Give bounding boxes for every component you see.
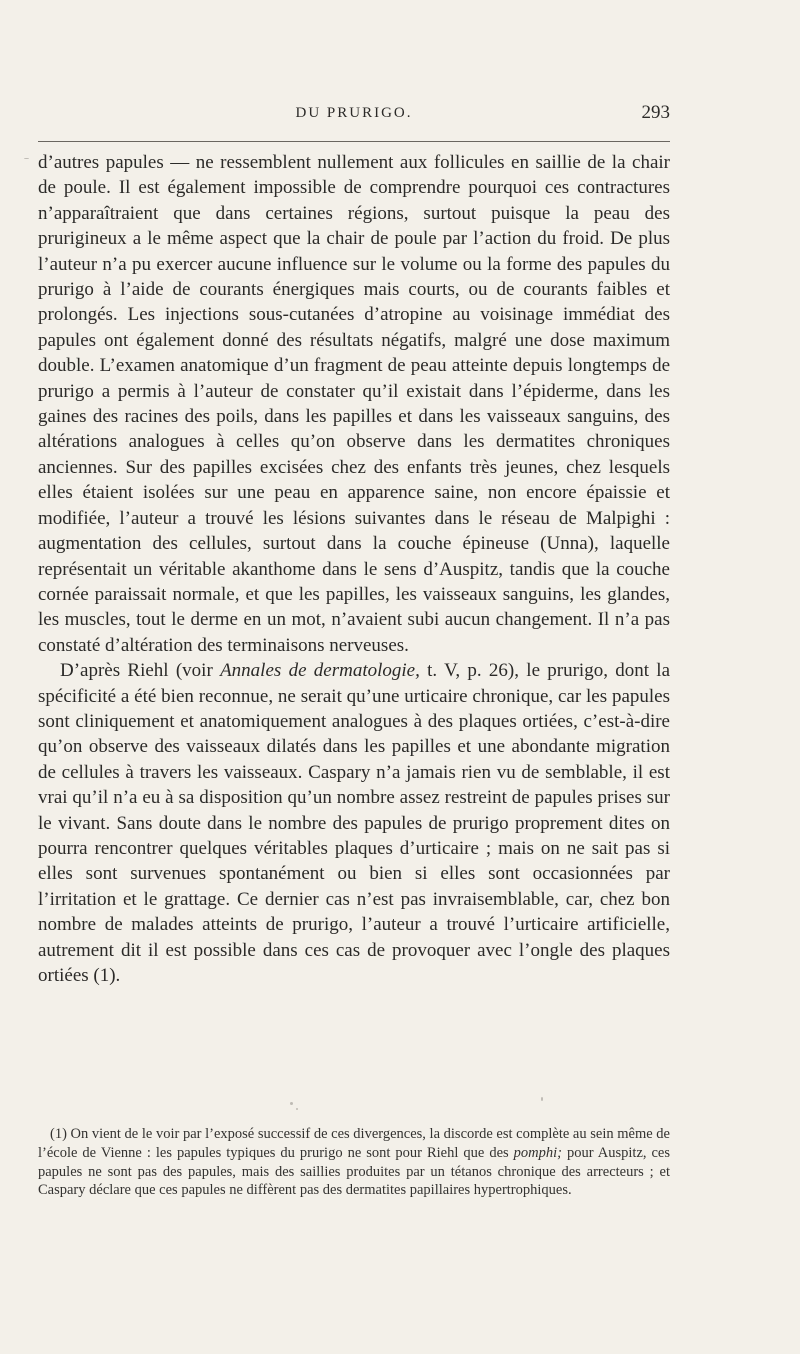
print-speck	[296, 1108, 298, 1110]
print-speck	[541, 1097, 543, 1101]
paragraph-riehl-rest: t. V, p. 26), le prurigo, dont la spécificité a été bien reconnue, ne serait qu’une urticaire chronique, car les papules sont cliniquement et anatomiquement analogues à des plaques ortiées, c’est-à-dire qu’on observe des vaisseaux dilatés dans les papilles et une abondante migration de cellules à travers les vaisseaux. Caspary n’a jamais rien vu de semblable, il est vrai qu’il n’a eu à sa disposition qu’un nombre assez restreint de papules prises sur le vivant. Sans doute dans le nombre des papules de prurigo proprement dites on pourra rencontrer quelques véritables plaques d’urticaire ; mais on ne sait pas si elles sont survenues spontanément ou bien si elles sont occasionnées par l’irritation et le grattage. Ce dernier cas n’est pas invraisemblable, car, chez bon nombre de malades atteints de prurigo, l’auteur a trouvé l’urticaire artificielle, autrement dit il est possible dans ces cas de provoquer avec l’ongle des plaques ortiées (1).	[38, 660, 671, 986]
footnote-italic-term: pomphi;	[513, 1144, 562, 1161]
paragraph-riehl-lead: D’après Riehl (voir	[60, 660, 221, 682]
footnote-rest: pour Auspitz, ces papules ne sont pas des papules, mais des saillies produites par un tétanos chronique des arrecteurs ; et Caspary déclare que ces papules ne diffèrent pas des dermatites papillaires hypertrophiques.	[38, 1144, 671, 1199]
running-title: DU PRURIGO.	[295, 105, 413, 121]
body-text	[38, 150, 670, 988]
paragraph-riehl	[38, 658, 670, 988]
footnote-lead: (1) On vient de le voir par l’exposé successif de ces divergences, la discorde est complète au sein même de l’école de Vienne : les papules typiques du prurigo ne sont pour Riehl que des	[38, 1126, 670, 1161]
journal-title: Annales de dermatologie,	[220, 660, 420, 682]
running-head	[38, 102, 670, 131]
print-speck	[24, 158, 29, 159]
paragraph-continued: d’autres papules — ne ressemblent nullement aux follicules en saillie de la chair de poule. Il est également impossible de comprendre pourquoi ces contractures n’apparaîtraient que dans certaines régions, surtout puisque la peau des prurigineux a le même aspect que la chair de poule par l’action du froid. De plus l’auteur n’a pu exercer aucune influence sur le volume ou la forme des papules du prurigo à l’aide de courants énergiques mais courts, ou de courants faibles et prolongés. Les injections sous-cutanées d’atropine au voisinage immédiat des papules ont également donné des résultats négatifs, malgré une dose maximum double. L’examen anatomique d’un fragment de peau atteinte depuis longtemps de prurigo a permis à l’auteur de constater qu’il existait dans l’épiderme, dans les gaines des racines des poils, dans les papilles et dans les vaisseaux sanguins, des altérations analogues à celles qu’on observe dans les dermatites chroniques anciennes. Sur des papilles excisées chez des enfants très jeunes, chez lesquels elles étaient isolées sur une peau en apparence saine, non encore épaissie et modifiée, l’auteur a trouvé les lésions suivantes dans le réseau de Malpighi : augmentation des cellules, surtout dans la couche épineuse (Unna), laquelle représentait un véritable akanthome dans le sens d’Auspitz, tandis que la couche cornée paraissait normale, et que les papilles, les vaisseaux sanguins, les glandes, les muscles, tout le derme en un mot, n’avaient subi aucun changement. Il n’a pas constaté d’altération des terminaisons nerveuses.	[38, 152, 670, 656]
header-rule	[38, 141, 670, 142]
footnote	[38, 1125, 670, 1200]
page-number: 293	[641, 102, 670, 123]
print-speck	[290, 1102, 293, 1105]
